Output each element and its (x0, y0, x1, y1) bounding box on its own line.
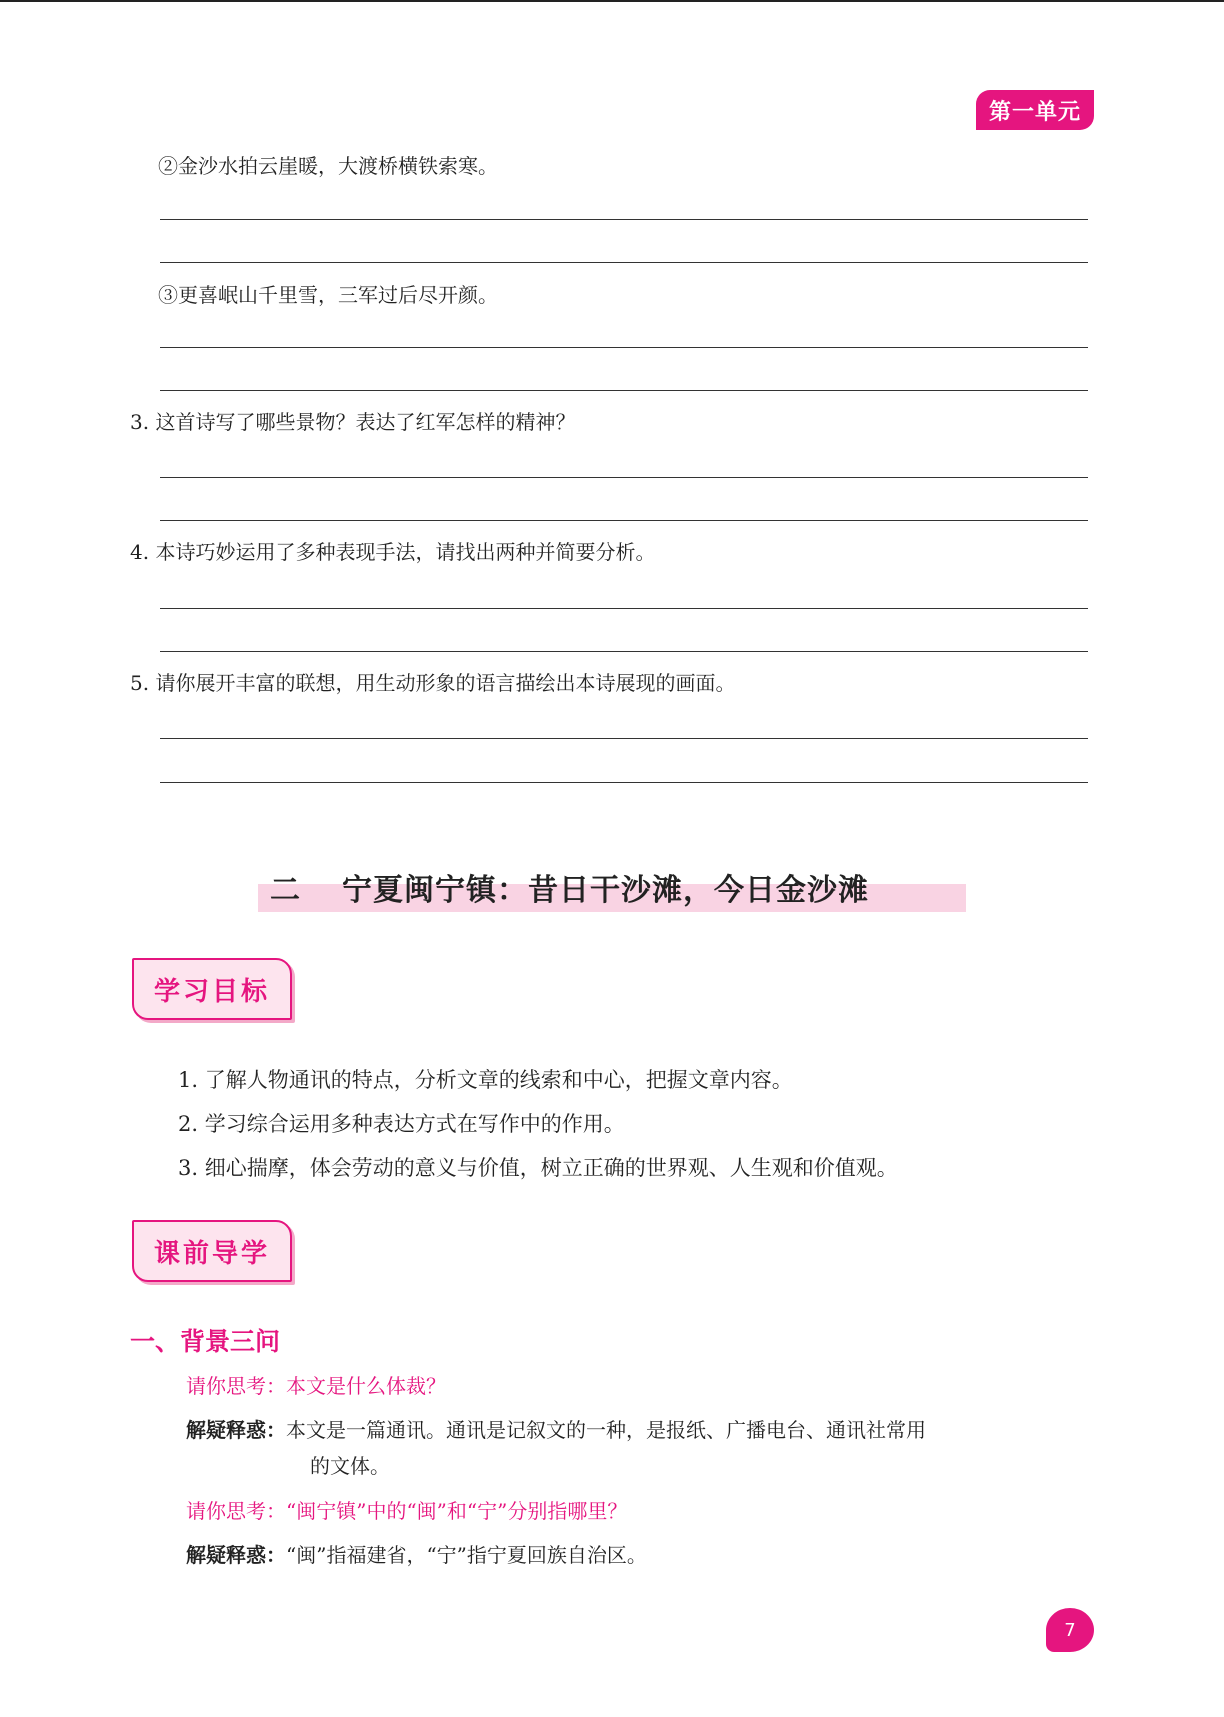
answer-line[interactable] (160, 219, 1088, 220)
answer-line[interactable] (160, 347, 1088, 348)
unit-tab: 第一单元 (976, 90, 1094, 130)
explain-text-continued: 的文体。 (310, 1454, 390, 1478)
answer-line[interactable] (160, 738, 1088, 739)
think-question-1 (186, 1372, 446, 1400)
think-text: “闽宁镇”中的“闽”和“宁”分别指哪里？ (286, 1499, 628, 1523)
background-questions-heading: 一、背景三问 (130, 1327, 281, 1356)
answer-line[interactable] (160, 520, 1088, 521)
page-number: 7 (1046, 1608, 1094, 1652)
top-border-rule (0, 0, 1224, 2)
preview-guide-badge: 课前导学 (132, 1220, 292, 1282)
question-5: 5. 请你展开丰富的联想，用生动形象的语言描绘出本诗展现的画面。 (130, 671, 736, 695)
think-question-2 (186, 1497, 627, 1525)
think-label: 请你思考： (186, 1499, 286, 1523)
explain-label: 解疑释惑： (186, 1418, 286, 1442)
goal-item-1: 1. 了解人物通讯的特点，分析文章的线索和中心，把握文章内容。 (178, 1068, 793, 1092)
question-4: 4. 本诗巧妙运用了多种表现手法，请找出两种并简要分析。 (130, 540, 656, 564)
answer-line[interactable] (160, 477, 1088, 478)
think-text: 本文是什么体裁？ (286, 1374, 446, 1398)
answer-line[interactable] (160, 608, 1088, 609)
section-number: 二 (270, 873, 300, 908)
goal-item-3: 3. 细心揣摩，体会劳动的意义与价值，树立正确的世界观、人生观和价值观。 (178, 1156, 898, 1180)
poem-line-2: ②金沙水拍云崖暖，大渡桥横铁索寒。 (158, 154, 498, 178)
explain-text: 本文是一篇通讯。通讯是记叙文的一种，是报纸、广播电台、通讯社常用 (286, 1418, 926, 1442)
answer-line[interactable] (160, 651, 1088, 652)
answer-explain-1 (186, 1416, 1096, 1480)
answer-line[interactable] (160, 390, 1088, 391)
section-title-text: 宁夏闽宁镇：昔日干沙滩，今日金沙滩 (342, 873, 869, 908)
learning-goals-badge: 学习目标 (132, 958, 292, 1020)
answer-explain-2 (186, 1541, 647, 1569)
poem-line-3: ③更喜岷山千里雪，三军过后尽开颜。 (158, 283, 498, 307)
section-title (258, 862, 966, 912)
goal-item-2: 2. 学习综合运用多种表达方式在写作中的作用。 (178, 1112, 625, 1136)
explain-text: “闽”指福建省，“宁”指宁夏回族自治区。 (286, 1543, 647, 1567)
explain-label: 解疑释惑： (186, 1543, 286, 1567)
answer-line[interactable] (160, 782, 1088, 783)
question-3: 3. 这首诗写了哪些景物？表达了红军怎样的精神？ (130, 410, 576, 434)
answer-line[interactable] (160, 262, 1088, 263)
think-label: 请你思考： (186, 1374, 286, 1398)
